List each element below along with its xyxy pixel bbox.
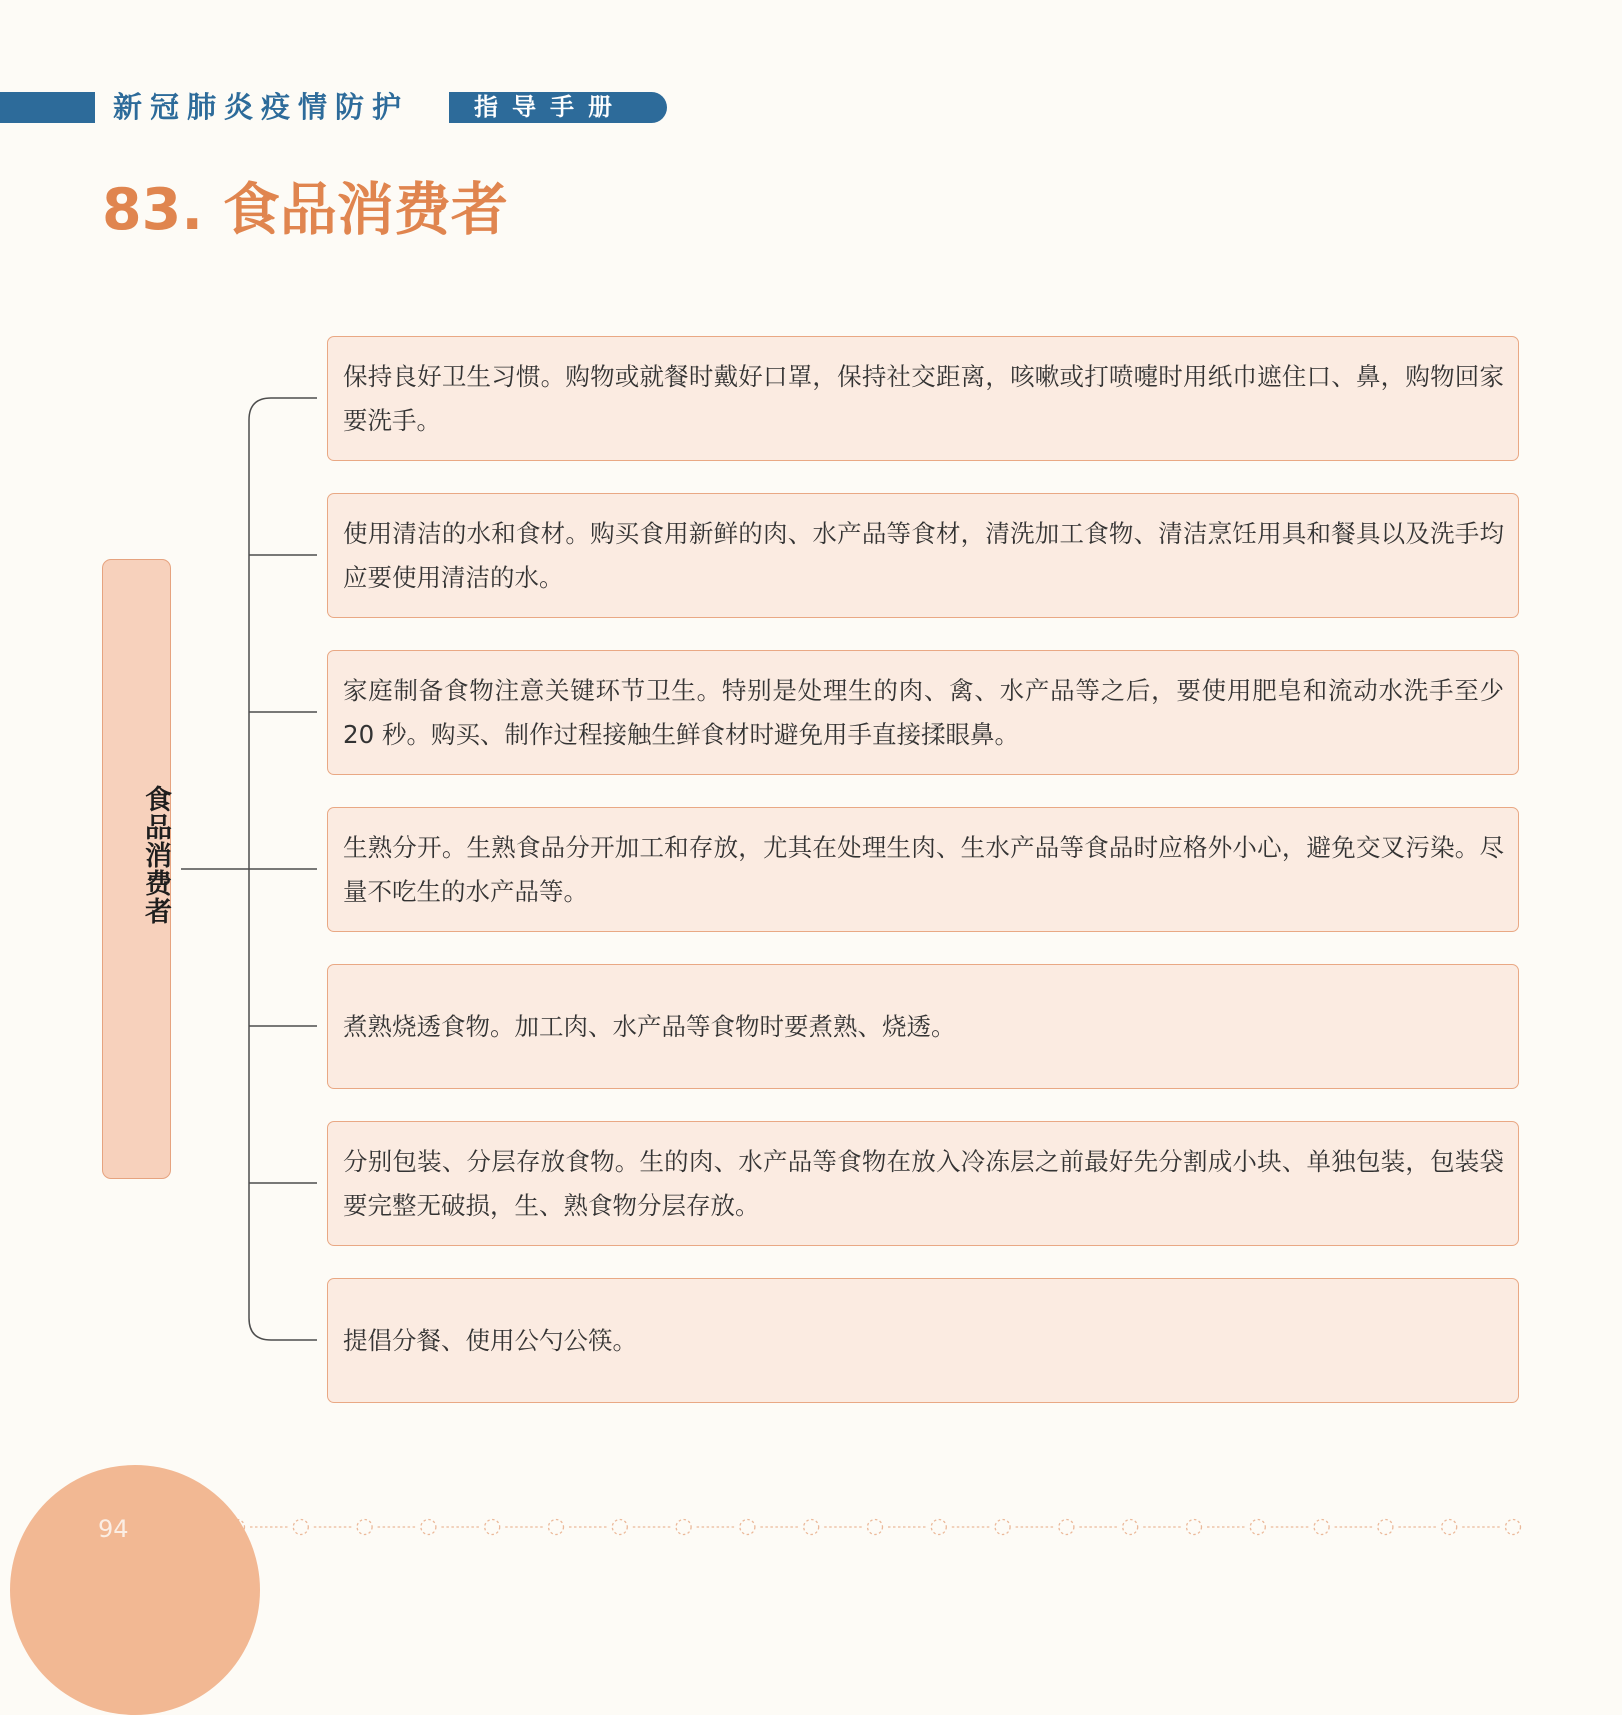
root-label: 食品消费者 [140,785,171,925]
item-text-3: 家庭制备食物注意关键环节卫生。特别是处理生的肉、禽、水产品等之后，要使用肥皂和流动水洗手至少 20 秒。购买、制作过程接触生鲜食材时避免用手直接揉眼鼻。 [343,675,1504,749]
footer-dot-circle [931,1520,946,1535]
footer-dot-circle [804,1520,819,1535]
footer-dot-circle [1187,1520,1202,1535]
footer-dot-circle [1059,1520,1074,1535]
footer-dot-circle [549,1520,564,1535]
footer-dot-circle [676,1520,691,1535]
item-text-4: 生熟分开。生熟食品分开加工和存放，尤其在处理生肉、生水产品等食品时应格外小心，避免交叉污染。尽量不吃生的水产品等。 [343,832,1504,906]
footer-dot-circle [1378,1520,1393,1535]
item-text-5: 煮熟烧透食物。加工肉、水产品等食物时要煮熟、烧透。 [343,1011,956,1041]
footer-dot-circle [995,1520,1010,1535]
footer-dot-circle [357,1520,372,1535]
footer-dot-circle [293,1520,308,1535]
footer-dot-circle [1442,1520,1457,1535]
footer-dot-circle [1506,1520,1521,1535]
page-number-circle [10,1465,260,1715]
page-number: 94 [98,1515,129,1543]
footer-dot-circle [1314,1520,1329,1535]
footer-dot-circle [1250,1520,1265,1535]
footer-dot-circle [868,1520,883,1535]
page-title: 83. 食品消费者 [102,177,508,243]
item-text-1: 保持良好卫生习惯。购物或就餐时戴好口罩，保持社交距离，咳嗽或打喷嚏时用纸巾遮住口、鼻，购物回家要洗手。 [343,361,1504,435]
footer-dot-circle [740,1520,755,1535]
item-text-6: 分别包装、分层存放食物。生的肉、水产品等食物在放入冷冻层之前最好先分割成小块、单独包装，包装袋要完整无破损，生、熟食物分层存放。 [343,1146,1504,1220]
item-text-2: 使用清洁的水和食材。购买食用新鲜的肉、水产品等食材，清洗加工食物、清洁烹饪用具和餐具以及洗手均应要使用清洁的水。 [343,518,1504,592]
header-tag: 指导手册 [449,92,667,123]
footer-dot-circle [421,1520,436,1535]
header-title: 新冠肺炎疫情防护 [113,90,410,124]
footer-dot-circle [1123,1520,1138,1535]
footer-dot-circle [612,1520,627,1535]
item-text-7: 提倡分餐、使用公勺公筷。 [343,1325,637,1355]
footer-dot-circle [485,1520,500,1535]
